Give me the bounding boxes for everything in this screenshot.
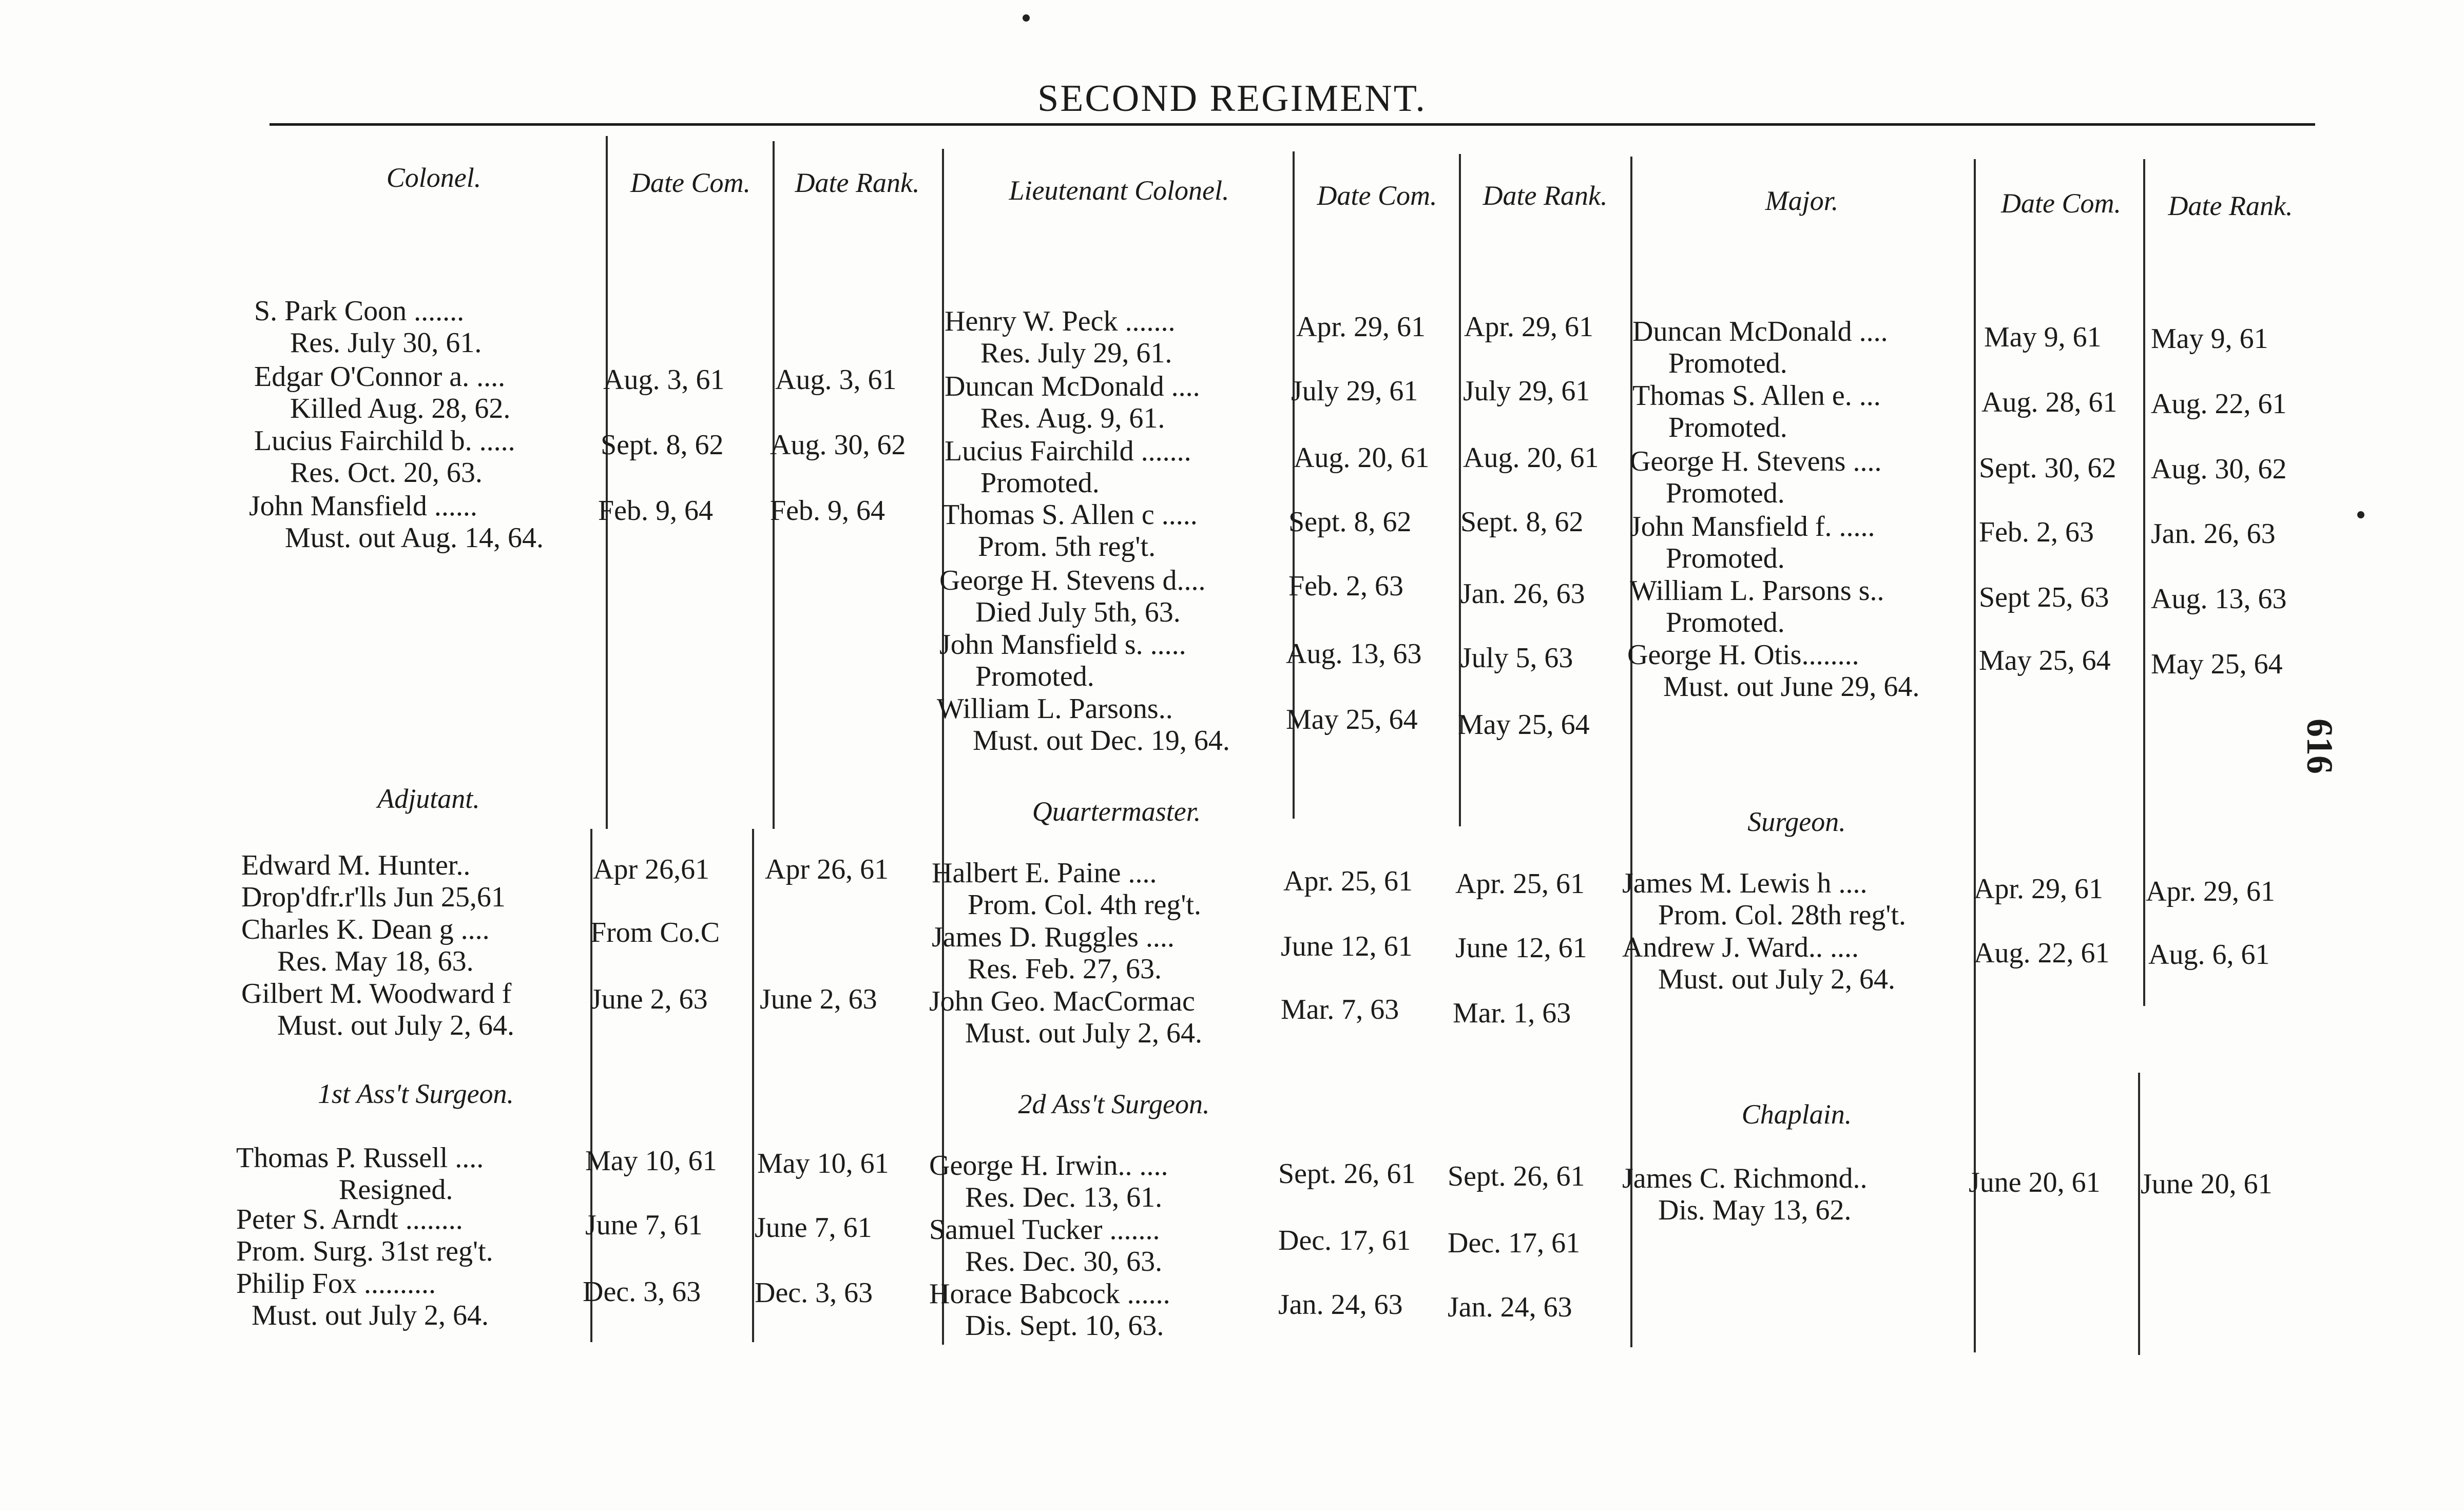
- major-entry: John Mansfield f. ..... Promoted.: [1630, 511, 1875, 574]
- surgeon-date-rank: Aug. 6, 61: [2148, 939, 2270, 971]
- header-date-com-2: Date Com.: [1317, 180, 1437, 211]
- lt-colonel-date-com: July 29, 61: [1291, 375, 1418, 407]
- section-title-quartermaster: Quartermaster.: [1032, 796, 1201, 827]
- first-asst-surgeon-entry: Peter S. Arndt ........ Prom. Surg. 31st reg't.: [236, 1204, 493, 1267]
- page-title: SECOND REGIMENT.: [1037, 78, 1427, 120]
- adjutant-date-com: Apr 26,61: [593, 854, 710, 885]
- lt-colonel-date-rank: Apr. 29, 61: [1464, 311, 1593, 343]
- column-rule: [2143, 159, 2145, 1006]
- second-asst-surgeon-entry: George H. Irwin.. .... Res. Dec. 13, 61.: [929, 1150, 1168, 1213]
- second-asst-surgeon-date-rank: Jan. 24, 63: [1448, 1291, 1572, 1323]
- column-rule: [2138, 1073, 2140, 1355]
- ink-speck: [1023, 14, 1030, 22]
- second-asst-surgeon-entry: Samuel Tucker ....... Res. Dec. 30, 63.: [929, 1214, 1163, 1277]
- first-asst-surgeon-date-rank: Dec. 3, 63: [755, 1277, 873, 1309]
- colonel-date-com: Sept. 8, 62: [601, 429, 724, 461]
- major-date-com: Feb. 2, 63: [1979, 516, 2094, 548]
- quartermaster-date-rank: June 12, 61: [1455, 932, 1587, 964]
- colonel-entry: S. Park Coon ....... Res. July 30, 61.: [254, 295, 482, 359]
- lt-colonel-date-com: Aug. 13, 63: [1286, 638, 1422, 670]
- section-title-surgeon: Surgeon.: [1747, 806, 1846, 837]
- major-date-com: May 9, 61: [1984, 321, 2102, 353]
- second-asst-surgeon-date-com: Jan. 24, 63: [1278, 1289, 1403, 1321]
- colonel-entry: Edgar O'Connor a. .... Killed Aug. 28, 62.: [254, 361, 511, 424]
- major-date-rank: Aug. 13, 63: [2151, 583, 2287, 615]
- header-date-com-1: Date Com.: [630, 167, 750, 198]
- header-date-rank-1: Date Rank.: [795, 167, 920, 198]
- first-asst-surgeon-date-com: Dec. 3, 63: [583, 1276, 701, 1308]
- major-date-rank: May 25, 64: [2151, 648, 2283, 680]
- surgeon-entry: Andrew J. Ward.. .... Must. out July 2, 64.: [1622, 932, 1896, 995]
- quartermaster-date-com: June 12, 61: [1281, 931, 1413, 962]
- lt-colonel-entry: Thomas S. Allen c ..... Prom. 5th reg't.: [942, 499, 1198, 563]
- chaplain-date-com: June 20, 61: [1969, 1167, 2101, 1198]
- header-date-rank-3: Date Rank.: [2168, 190, 2293, 221]
- major-entry: George H. Otis........ Must. out June 29, 64.: [1627, 639, 1920, 703]
- lt-colonel-date-com: Aug. 20, 61: [1294, 442, 1430, 474]
- second-asst-surgeon-date-rank: Sept. 26, 61: [1448, 1160, 1585, 1192]
- first-asst-surgeon-date-rank: May 10, 61: [757, 1148, 889, 1179]
- first-asst-surgeon-date-com: June 7, 61: [585, 1209, 703, 1241]
- major-entry: William L. Parsons s.. Promoted.: [1630, 575, 1884, 638]
- colonel-date-com: Feb. 9, 64: [598, 495, 713, 527]
- adjutant-date-rank: June 2, 63: [760, 983, 877, 1015]
- quartermaster-date-com: Apr. 25, 61: [1283, 865, 1413, 897]
- header-lieutenant-colonel: Lieutenant Colonel.: [1009, 175, 1229, 206]
- major-date-com: Sept. 30, 62: [1979, 452, 2116, 484]
- first-asst-surgeon-entry: Philip Fox .......... Must. out July 2, 64.: [236, 1268, 489, 1331]
- lt-colonel-date-com: Sept. 8, 62: [1288, 506, 1412, 538]
- second-asst-surgeon-date-rank: Dec. 17, 61: [1448, 1227, 1581, 1259]
- header-date-com-3: Date Com.: [2001, 188, 2121, 219]
- quartermaster-entry: James D. Ruggles .... Res. Feb. 27, 63.: [932, 921, 1175, 985]
- colonel-date-com: Aug. 3, 61: [603, 364, 725, 396]
- first-asst-surgeon-date-com: May 10, 61: [585, 1145, 717, 1177]
- colonel-entry: John Mansfield ...... Must. out Aug. 14, 64.: [249, 490, 544, 554]
- surgeon-date-rank: Apr. 29, 61: [2146, 876, 2275, 907]
- section-title-second-asst-surgeon: 2d Ass't Surgeon.: [1018, 1089, 1210, 1119]
- column-rule: [752, 829, 754, 1342]
- major-date-com: May 25, 64: [1979, 645, 2111, 676]
- header-major: Major.: [1765, 185, 1839, 216]
- lt-colonel-entry: George H. Stevens d.... Died July 5th, 63.: [939, 565, 1206, 628]
- lt-colonel-entry: Lucius Fairchild ....... Promoted.: [945, 435, 1191, 499]
- lt-colonel-date-rank: Sept. 8, 62: [1460, 506, 1584, 538]
- header-colonel: Colonel.: [386, 162, 482, 193]
- major-entry: George H. Stevens .... Promoted.: [1630, 445, 1882, 509]
- second-asst-surgeon-date-com: Sept. 26, 61: [1278, 1158, 1416, 1190]
- lt-colonel-date-rank: July 29, 61: [1463, 375, 1590, 407]
- lt-colonel-date-rank: May 25, 64: [1458, 709, 1590, 741]
- lt-colonel-entry: William L. Parsons.. Must. out Dec. 19, 64.: [937, 693, 1230, 757]
- column-rule: [773, 141, 775, 829]
- page-number: 616: [2299, 719, 2340, 774]
- colonel-date-rank: Feb. 9, 64: [770, 495, 885, 527]
- major-entry: Thomas S. Allen e. ... Promoted.: [1632, 380, 1881, 443]
- adjutant-date-com: From Co.C: [590, 917, 720, 948]
- lt-colonel-entry: Henry W. Peck ....... Res. July 29, 61.: [945, 305, 1176, 369]
- major-entry: Duncan McDonald .... Promoted.: [1632, 316, 1888, 379]
- surgeon-date-com: Aug. 22, 61: [1974, 937, 2110, 969]
- chaplain-date-rank: June 20, 61: [2141, 1168, 2273, 1200]
- major-date-com: Sept 25, 63: [1979, 582, 2109, 613]
- quartermaster-date-com: Mar. 7, 63: [1281, 994, 1399, 1025]
- surgeon-date-com: Apr. 29, 61: [1974, 873, 2103, 905]
- column-rule: [590, 829, 592, 1342]
- colonel-date-rank: Aug. 30, 62: [770, 429, 906, 461]
- lt-colonel-date-com: Apr. 29, 61: [1296, 311, 1426, 343]
- section-title-first-asst-surgeon: 1st Ass't Surgeon.: [317, 1078, 514, 1109]
- lt-colonel-date-com: May 25, 64: [1286, 704, 1418, 735]
- major-date-rank: Aug. 30, 62: [2151, 453, 2287, 485]
- adjutant-entry: Charles K. Dean g .... Res. May 18, 63.: [241, 914, 490, 977]
- adjutant-entry: Edward M. Hunter.. Drop'dfr.r'lls Jun 25,61: [241, 849, 506, 913]
- first-asst-surgeon-entry: Thomas P. Russell .... Resigned.: [236, 1142, 484, 1206]
- second-asst-surgeon-entry: Horace Babcock ...... Dis. Sept. 10, 63.: [929, 1278, 1170, 1342]
- ink-speck: [2357, 511, 2364, 518]
- section-title-adjutant: Adjutant.: [377, 783, 480, 814]
- quartermaster-entry: John Geo. MacCormac Must. out July 2, 64.: [929, 985, 1203, 1049]
- surgeon-entry: James M. Lewis h .... Prom. Col. 28th reg't.: [1622, 867, 1906, 931]
- adjutant-date-rank: Apr 26, 61: [765, 854, 889, 885]
- header-date-rank-2: Date Rank.: [1483, 180, 1608, 211]
- lt-colonel-date-com: Feb. 2, 63: [1288, 570, 1403, 602]
- quartermaster-date-rank: Apr. 25, 61: [1455, 868, 1585, 900]
- lt-colonel-entry: Duncan McDonald .... Res. Aug. 9, 61.: [945, 371, 1200, 434]
- second-asst-surgeon-date-com: Dec. 17, 61: [1278, 1225, 1411, 1256]
- section-title-chaplain: Chaplain.: [1741, 1099, 1852, 1130]
- first-asst-surgeon-date-rank: June 7, 61: [755, 1212, 872, 1244]
- quartermaster-entry: Halbert E. Paine .... Prom. Col. 4th reg't.: [932, 857, 1201, 921]
- adjutant-date-com: June 2, 63: [590, 983, 708, 1015]
- colonel-entry: Lucius Fairchild b. ..... Res. Oct. 20, 63.: [254, 425, 515, 489]
- adjutant-entry: Gilbert M. Woodward f Must. out July 2, 64.: [241, 978, 515, 1041]
- major-date-rank: Jan. 26, 63: [2151, 518, 2276, 550]
- lt-colonel-date-rank: Aug. 20, 61: [1463, 442, 1599, 474]
- lt-colonel-date-rank: Jan. 26, 63: [1460, 578, 1585, 610]
- header-rule: [270, 123, 2315, 126]
- lt-colonel-date-rank: July 5, 63: [1460, 642, 1573, 674]
- major-date-com: Aug. 28, 61: [1981, 386, 2118, 418]
- major-date-rank: Aug. 22, 61: [2151, 388, 2287, 420]
- column-rule: [606, 136, 608, 829]
- chaplain-entry: James C. Richmond.. Dis. May 13, 62.: [1622, 1163, 1868, 1226]
- quartermaster-date-rank: Mar. 1, 63: [1453, 997, 1571, 1029]
- lt-colonel-entry: John Mansfield s. ..... Promoted.: [939, 629, 1186, 692]
- colonel-date-rank: Aug. 3, 61: [775, 364, 897, 396]
- major-date-rank: May 9, 61: [2151, 323, 2268, 355]
